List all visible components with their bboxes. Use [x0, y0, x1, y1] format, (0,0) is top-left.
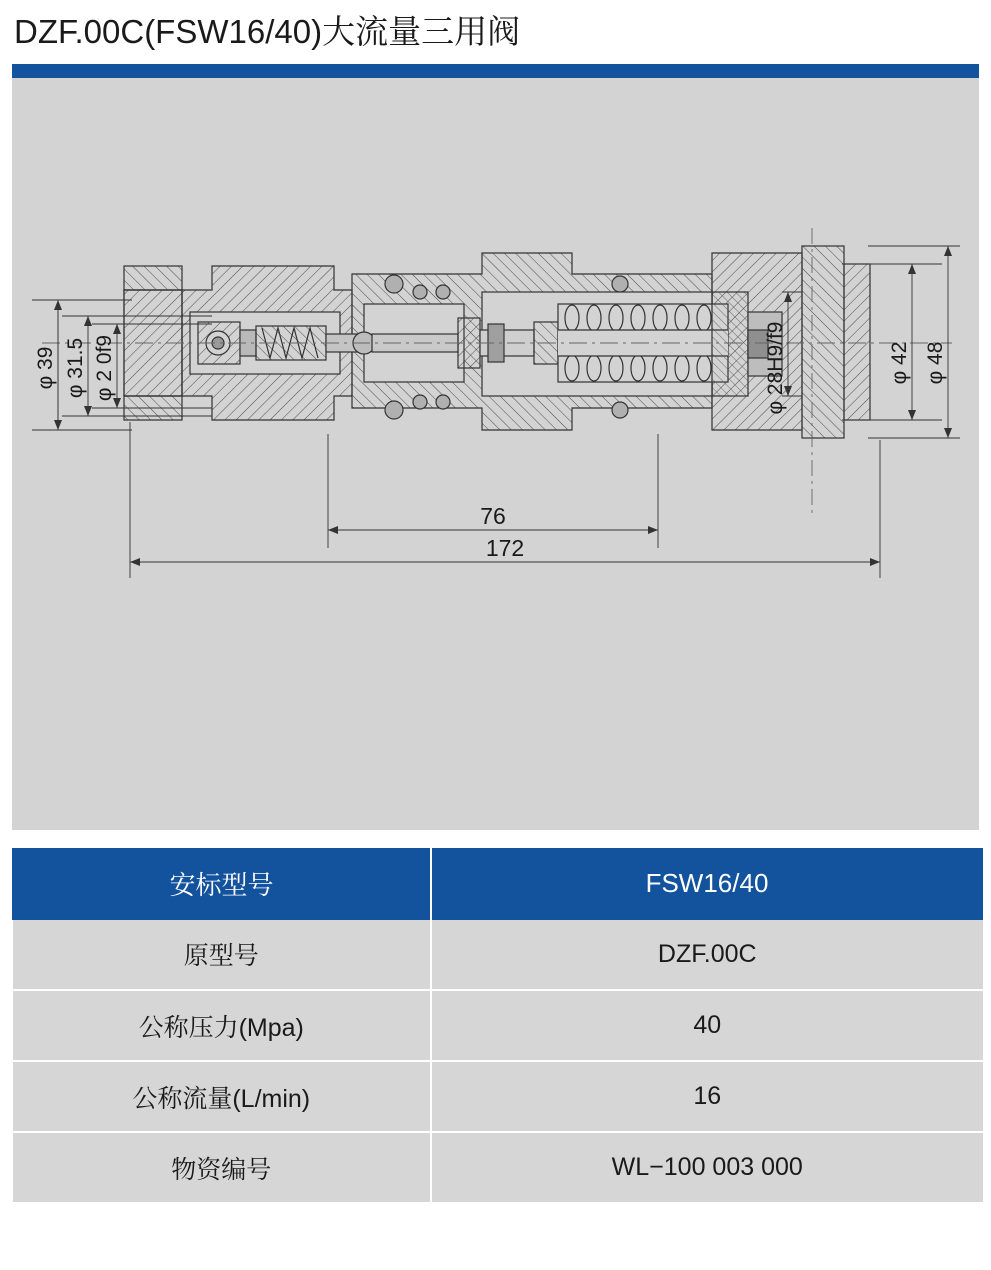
dim-phi20f9: φ 2 0f9 — [93, 334, 116, 401]
title-blue-rule — [12, 64, 979, 78]
table-row — [13, 919, 983, 990]
drawing-panel — [12, 78, 979, 830]
spec-label: 公称流量(L/min) — [13, 1061, 432, 1132]
spec-value: FSW16/40 — [431, 848, 983, 919]
dim-76: 76 — [480, 502, 506, 529]
spec-value: 40 — [431, 990, 983, 1061]
dim-phi315: φ 31.5 — [64, 337, 87, 398]
spec-value: 16 — [431, 1061, 983, 1132]
valve-cross-section-drawing — [12, 78, 979, 830]
table-row — [13, 848, 983, 919]
spec-label: 物资编号 — [13, 1132, 432, 1203]
spec-value: DZF.00C — [431, 919, 983, 990]
dim-172: 172 — [485, 534, 525, 561]
spec-label: 公称压力(Mpa) — [13, 990, 432, 1061]
table-row — [13, 990, 983, 1061]
spec-table — [12, 848, 983, 1205]
dim-phi39: φ 39 — [34, 346, 57, 389]
spec-label: 安标型号 — [13, 848, 432, 919]
dim-phi28h9f9: φ 28H9/f9 — [764, 321, 787, 415]
table-row — [13, 1132, 983, 1203]
table-row — [13, 1061, 983, 1132]
spec-label: 原型号 — [13, 919, 432, 990]
page-title: DZF.00C(FSW16/40)大流量三用阀 — [14, 13, 521, 50]
dim-phi48: φ 48 — [924, 341, 947, 384]
spec-value: WL−100 003 000 — [431, 1132, 983, 1203]
dim-phi42: φ 42 — [888, 341, 911, 384]
